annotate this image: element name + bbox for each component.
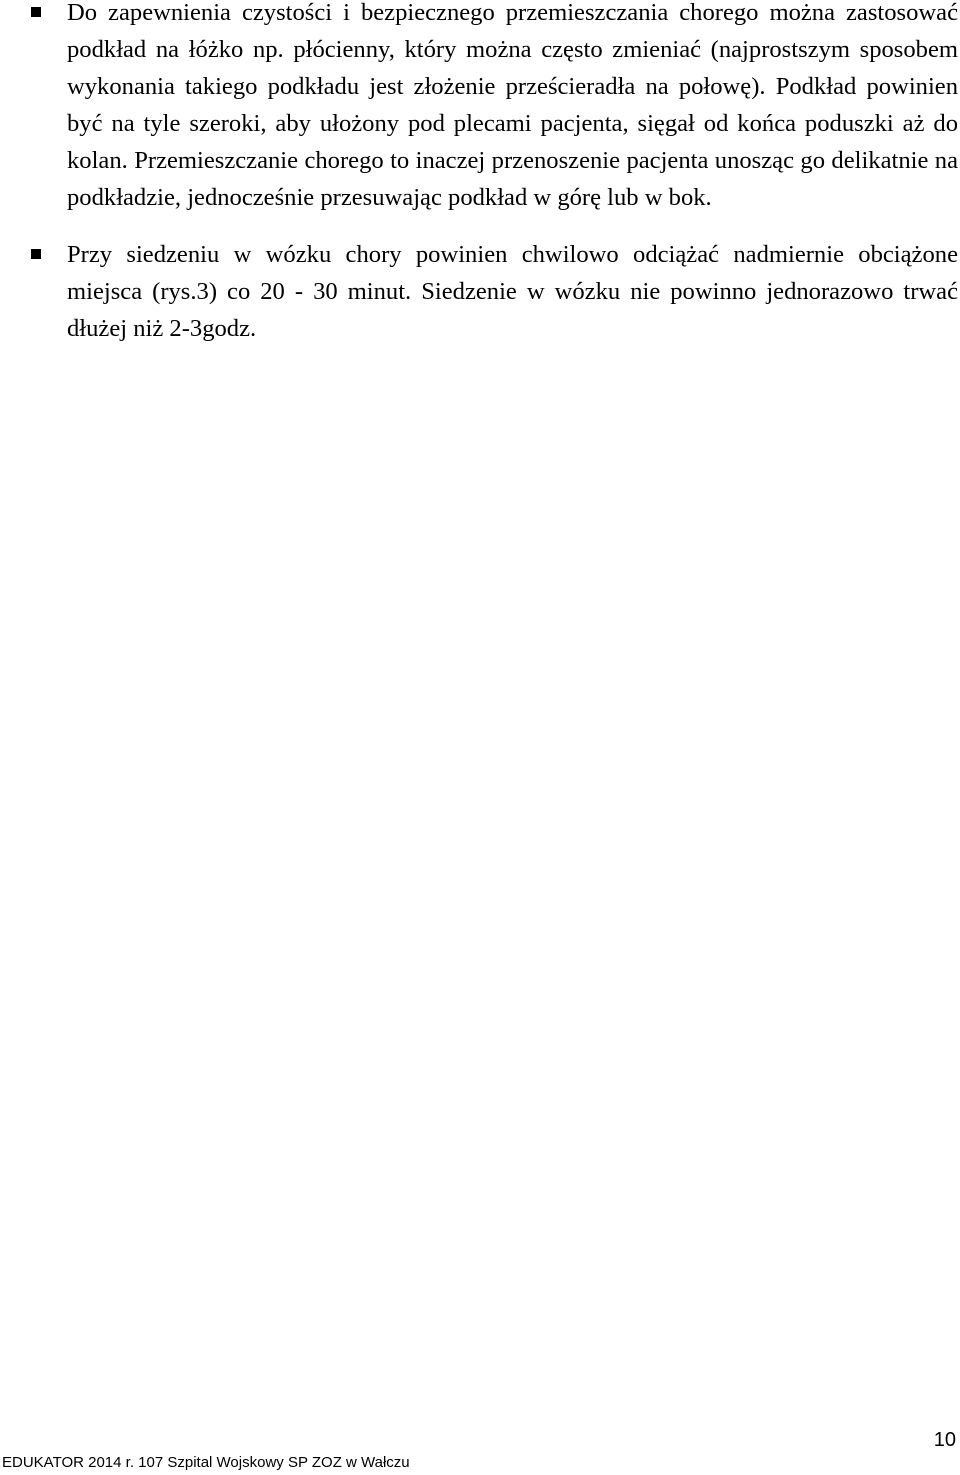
bullet-item-wheelchair <box>0 236 960 347</box>
document-page-content <box>0 0 960 347</box>
bullet-item-bed-pad <box>0 0 960 216</box>
square-bullet-icon <box>31 249 41 259</box>
page-footer: EDUKATOR 2014 r. 107 Szpital Wojskowy SP ZOZ w Wałczu <box>2 1454 410 1471</box>
square-bullet-icon <box>31 7 41 17</box>
bullet-text-bed-pad: Do zapewnienia czystości i bezpiecznego przemieszczania chorego można zastosować podkład na łóżko np. płócienny, który można często zmieniać (najprostszym sposobem wykonania takiego podkładu jest złożenie prześcieradła na połowę). Podkład powinien być na tyle szeroki, aby ułożony pod plecami pacjenta, sięgał od końca poduszki aż do kolan. Przemieszczanie chorego to inaczej przenoszenie pacjenta unosząc go delikatnie na podkładzie, jednocześnie przesuwając podkład w górę lub w bok. <box>67 0 958 211</box>
bullet-list <box>0 0 960 347</box>
page-number: 10 <box>933 1429 956 1451</box>
bullet-text-wheelchair: Przy siedzeniu w wózku chory powinien chwilowo odciążać nadmiernie obciążone miejsca (rys.3) co 20 - 30 minut. Siedzenie w wózku nie powinno jednorazowo trwać dłużej niż 2-3godz. <box>67 241 958 342</box>
